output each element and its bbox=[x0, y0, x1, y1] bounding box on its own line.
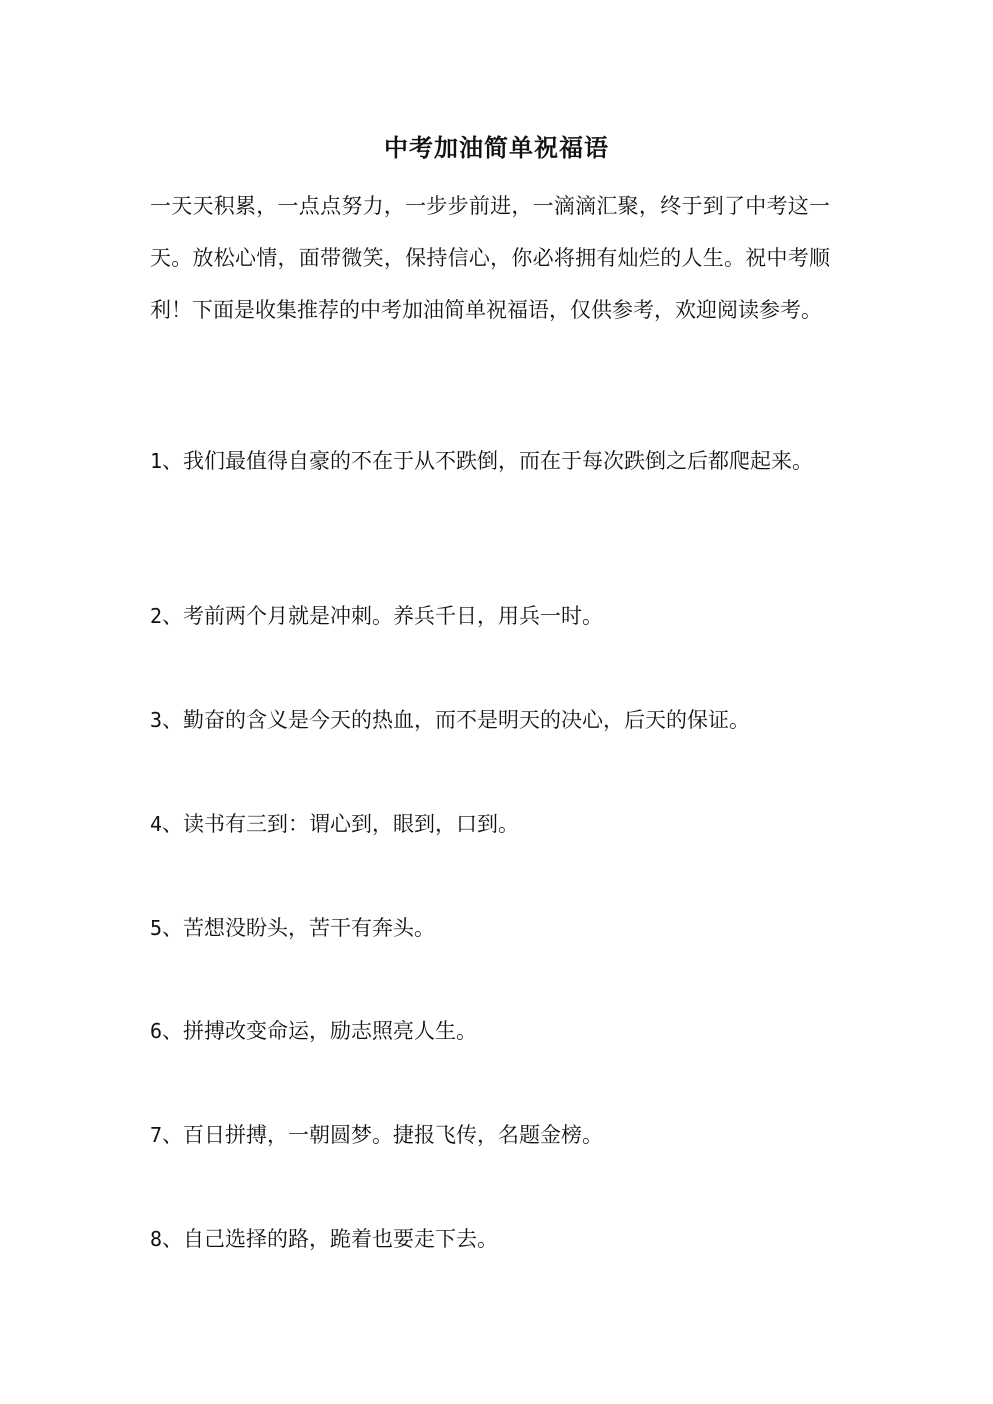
item-separator: 、 bbox=[162, 1019, 184, 1043]
item-text: 考前两个月就是冲刺。养兵千日，用兵一时。 bbox=[183, 604, 604, 628]
item-number: 6 bbox=[150, 1019, 163, 1043]
list-item bbox=[150, 435, 840, 487]
item-number: 4 bbox=[150, 812, 163, 836]
item-separator: 、 bbox=[162, 449, 184, 473]
list-item bbox=[150, 902, 840, 954]
list-item bbox=[150, 1213, 840, 1265]
list-item bbox=[150, 590, 840, 642]
item-number: 8 bbox=[150, 1227, 163, 1251]
item-number: 7 bbox=[150, 1123, 163, 1147]
list-item bbox=[150, 694, 840, 746]
item-text: 苦想没盼头，苦干有奔头。 bbox=[183, 916, 436, 940]
item-separator: 、 bbox=[162, 1123, 184, 1147]
item-separator: 、 bbox=[162, 708, 184, 732]
item-text: 我们最值得自豪的不在于从不跌倒，而在于每次跌倒之后都爬起来。 bbox=[183, 449, 814, 473]
document-title: 中考加油简单祝福语 bbox=[384, 133, 609, 162]
item-number: 2 bbox=[150, 604, 163, 628]
item-number: 3 bbox=[150, 708, 163, 732]
item-text: 拼搏改变命运，励志照亮人生。 bbox=[183, 1019, 478, 1043]
list-item bbox=[150, 1109, 840, 1161]
item-text: 百日拼搏，一朝圆梦。捷报飞传，名题金榜。 bbox=[183, 1123, 604, 1147]
item-separator: 、 bbox=[162, 604, 184, 628]
item-separator: 、 bbox=[162, 1227, 184, 1251]
item-text: 读书有三到：谓心到，眼到，口到。 bbox=[183, 812, 520, 836]
item-text: 自己选择的路，跪着也要走下去。 bbox=[183, 1227, 499, 1251]
item-separator: 、 bbox=[162, 916, 184, 940]
intro-paragraph: 一天天积累，一点点努力，一步步前进，一滴滴汇聚，终于到了中考这一天。放松心情，面带微笑，保持信心，你必将拥有灿烂的人生。祝中考顺利！下面是收集推荐的中考加油简单祝福语，仅供参考，欢迎阅读参考。 bbox=[150, 194, 830, 322]
item-number: 5 bbox=[150, 916, 163, 940]
item-number: 1 bbox=[150, 449, 163, 473]
item-separator: 、 bbox=[162, 812, 184, 836]
list-item bbox=[150, 1005, 840, 1057]
list-item bbox=[150, 798, 840, 850]
item-text: 勤奋的含义是今天的热血，而不是明天的决心，后天的保证。 bbox=[183, 708, 751, 732]
